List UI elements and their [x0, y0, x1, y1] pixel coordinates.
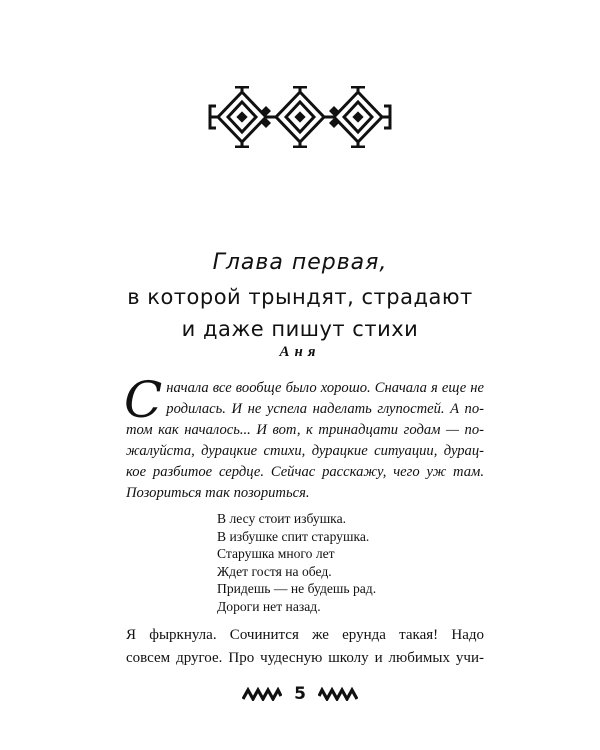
prose-line: кое разбитое сердце. Сейчас расскажу, чего уж там. — [126, 464, 484, 480]
poem-line: Старушка много лет — [217, 546, 335, 561]
opening-paragraph — [124, 371, 484, 504]
page-number: 5 — [294, 684, 306, 704]
folk-ornament-icon — [207, 86, 393, 148]
paragraph-line: совсем другое. Про чудесную школу и любимых учи- — [126, 650, 484, 666]
zigzag-ornament-icon — [242, 687, 282, 701]
paragraph-line: Я фыркнула. Сочинится же ерунда такая! Надо — [126, 627, 484, 643]
poem-line: Ждет гостя на обед. — [217, 563, 332, 579]
second-paragraph — [126, 624, 484, 670]
prose-line: том как началось... И вот, к тринадцати годам — по- — [126, 422, 484, 438]
poem — [217, 510, 376, 615]
poem-line: Дороги нет назад. — [217, 598, 321, 614]
narrator-name: Аня — [279, 344, 321, 360]
page-footer — [0, 683, 600, 705]
chapter-title-line: и даже пишут стихи — [181, 317, 419, 341]
prose-line: Позориться так позориться. — [126, 485, 310, 501]
poem-line: Придешь — не будешь рад. — [217, 581, 377, 596]
zigzag-ornament-icon — [318, 687, 358, 701]
prose-line: родилась. И не успела наделать глупостей. А по- — [166, 401, 484, 417]
chapter-title-line: в которой трындят, страдают — [127, 285, 473, 309]
poem-line: В лесу стоит избушка. — [217, 511, 347, 526]
poem-line: В избушке спит старушка. — [217, 528, 370, 544]
prose-line: жалуйста, дурацкие стихи, дурацкие ситуации, дурац- — [126, 443, 484, 459]
prose-line: начала все вообще было хорошо. Сначала я еще не — [166, 380, 484, 396]
chapter-label: Глава первая, — [212, 250, 388, 275]
chapter-title — [0, 281, 600, 345]
drop-cap: С — [124, 371, 163, 429]
